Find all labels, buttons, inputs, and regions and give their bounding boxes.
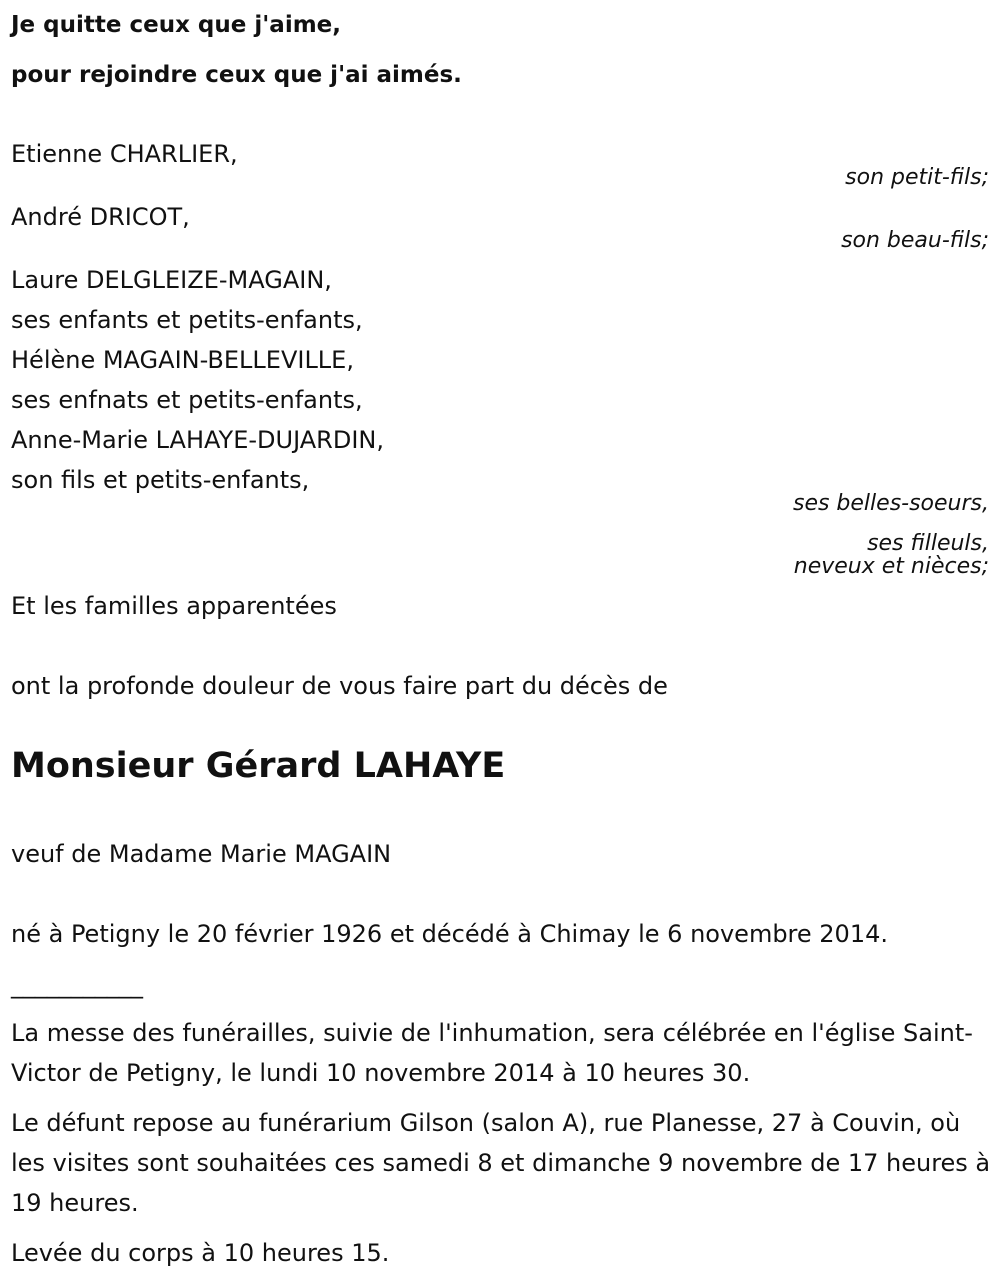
body-removal-time: Levée du corps à 10 heures 15.: [11, 1239, 390, 1267]
related-families: Et les familles apparentées: [11, 592, 337, 620]
family-relation-nephews-nieces: neveux et nièces;: [793, 554, 989, 579]
epigraph-line-2: pour rejoindre ceux que j'ai aimés.: [11, 62, 462, 88]
family-line: ses enfnats et petits-enfants,: [11, 386, 363, 414]
funerarium-details: Le défunt repose au funérarium Gilson (salon A), rue Planesse, 27 à Couvin, où les visites sont souhaitées ces samedi 8 et dimanche 9 novembre de 17 heures à 19 heures.: [11, 1109, 991, 1217]
separator: ___________: [11, 971, 143, 999]
family-line: ses enfants et petits-enfants,: [11, 306, 363, 334]
family-relation-sisters-in-law: ses belles-soeurs,: [792, 491, 989, 516]
family-line: Hélène MAGAIN-BELLEVILLE,: [11, 346, 354, 374]
announcement-text: ont la profonde douleur de vous faire part du décès de: [11, 672, 668, 700]
family-member-name: André DRICOT,: [11, 203, 190, 231]
family-line: son fils et petits-enfants,: [11, 466, 310, 494]
family-line: Anne-Marie LAHAYE-DUJARDIN,: [11, 426, 384, 454]
epigraph-line-1: Je quitte ceux que j'aime,: [11, 12, 342, 38]
family-relation-godchildren: ses filleuls,: [867, 531, 989, 556]
family-member-relation: son beau-fils;: [841, 228, 989, 253]
funeral-mass-details: La messe des funérailles, suivie de l'inhumation, sera célébrée en l'église Saint-Victor de Petigny, le lundi 10 novembre 2014 à 10 heures 30.: [11, 1019, 973, 1087]
family-member-relation: son petit-fils;: [845, 165, 989, 190]
deceased-name: Monsieur Gérard LAHAYE: [11, 746, 506, 786]
birth-death-dates: né à Petigny le 20 février 1926 et décédé à Chimay le 6 novembre 2014.: [11, 920, 888, 948]
family-line: Laure DELGLEIZE-MAGAIN,: [11, 266, 332, 294]
widower-of: veuf de Madame Marie MAGAIN: [11, 840, 392, 868]
family-member-name: Etienne CHARLIER,: [11, 140, 238, 168]
